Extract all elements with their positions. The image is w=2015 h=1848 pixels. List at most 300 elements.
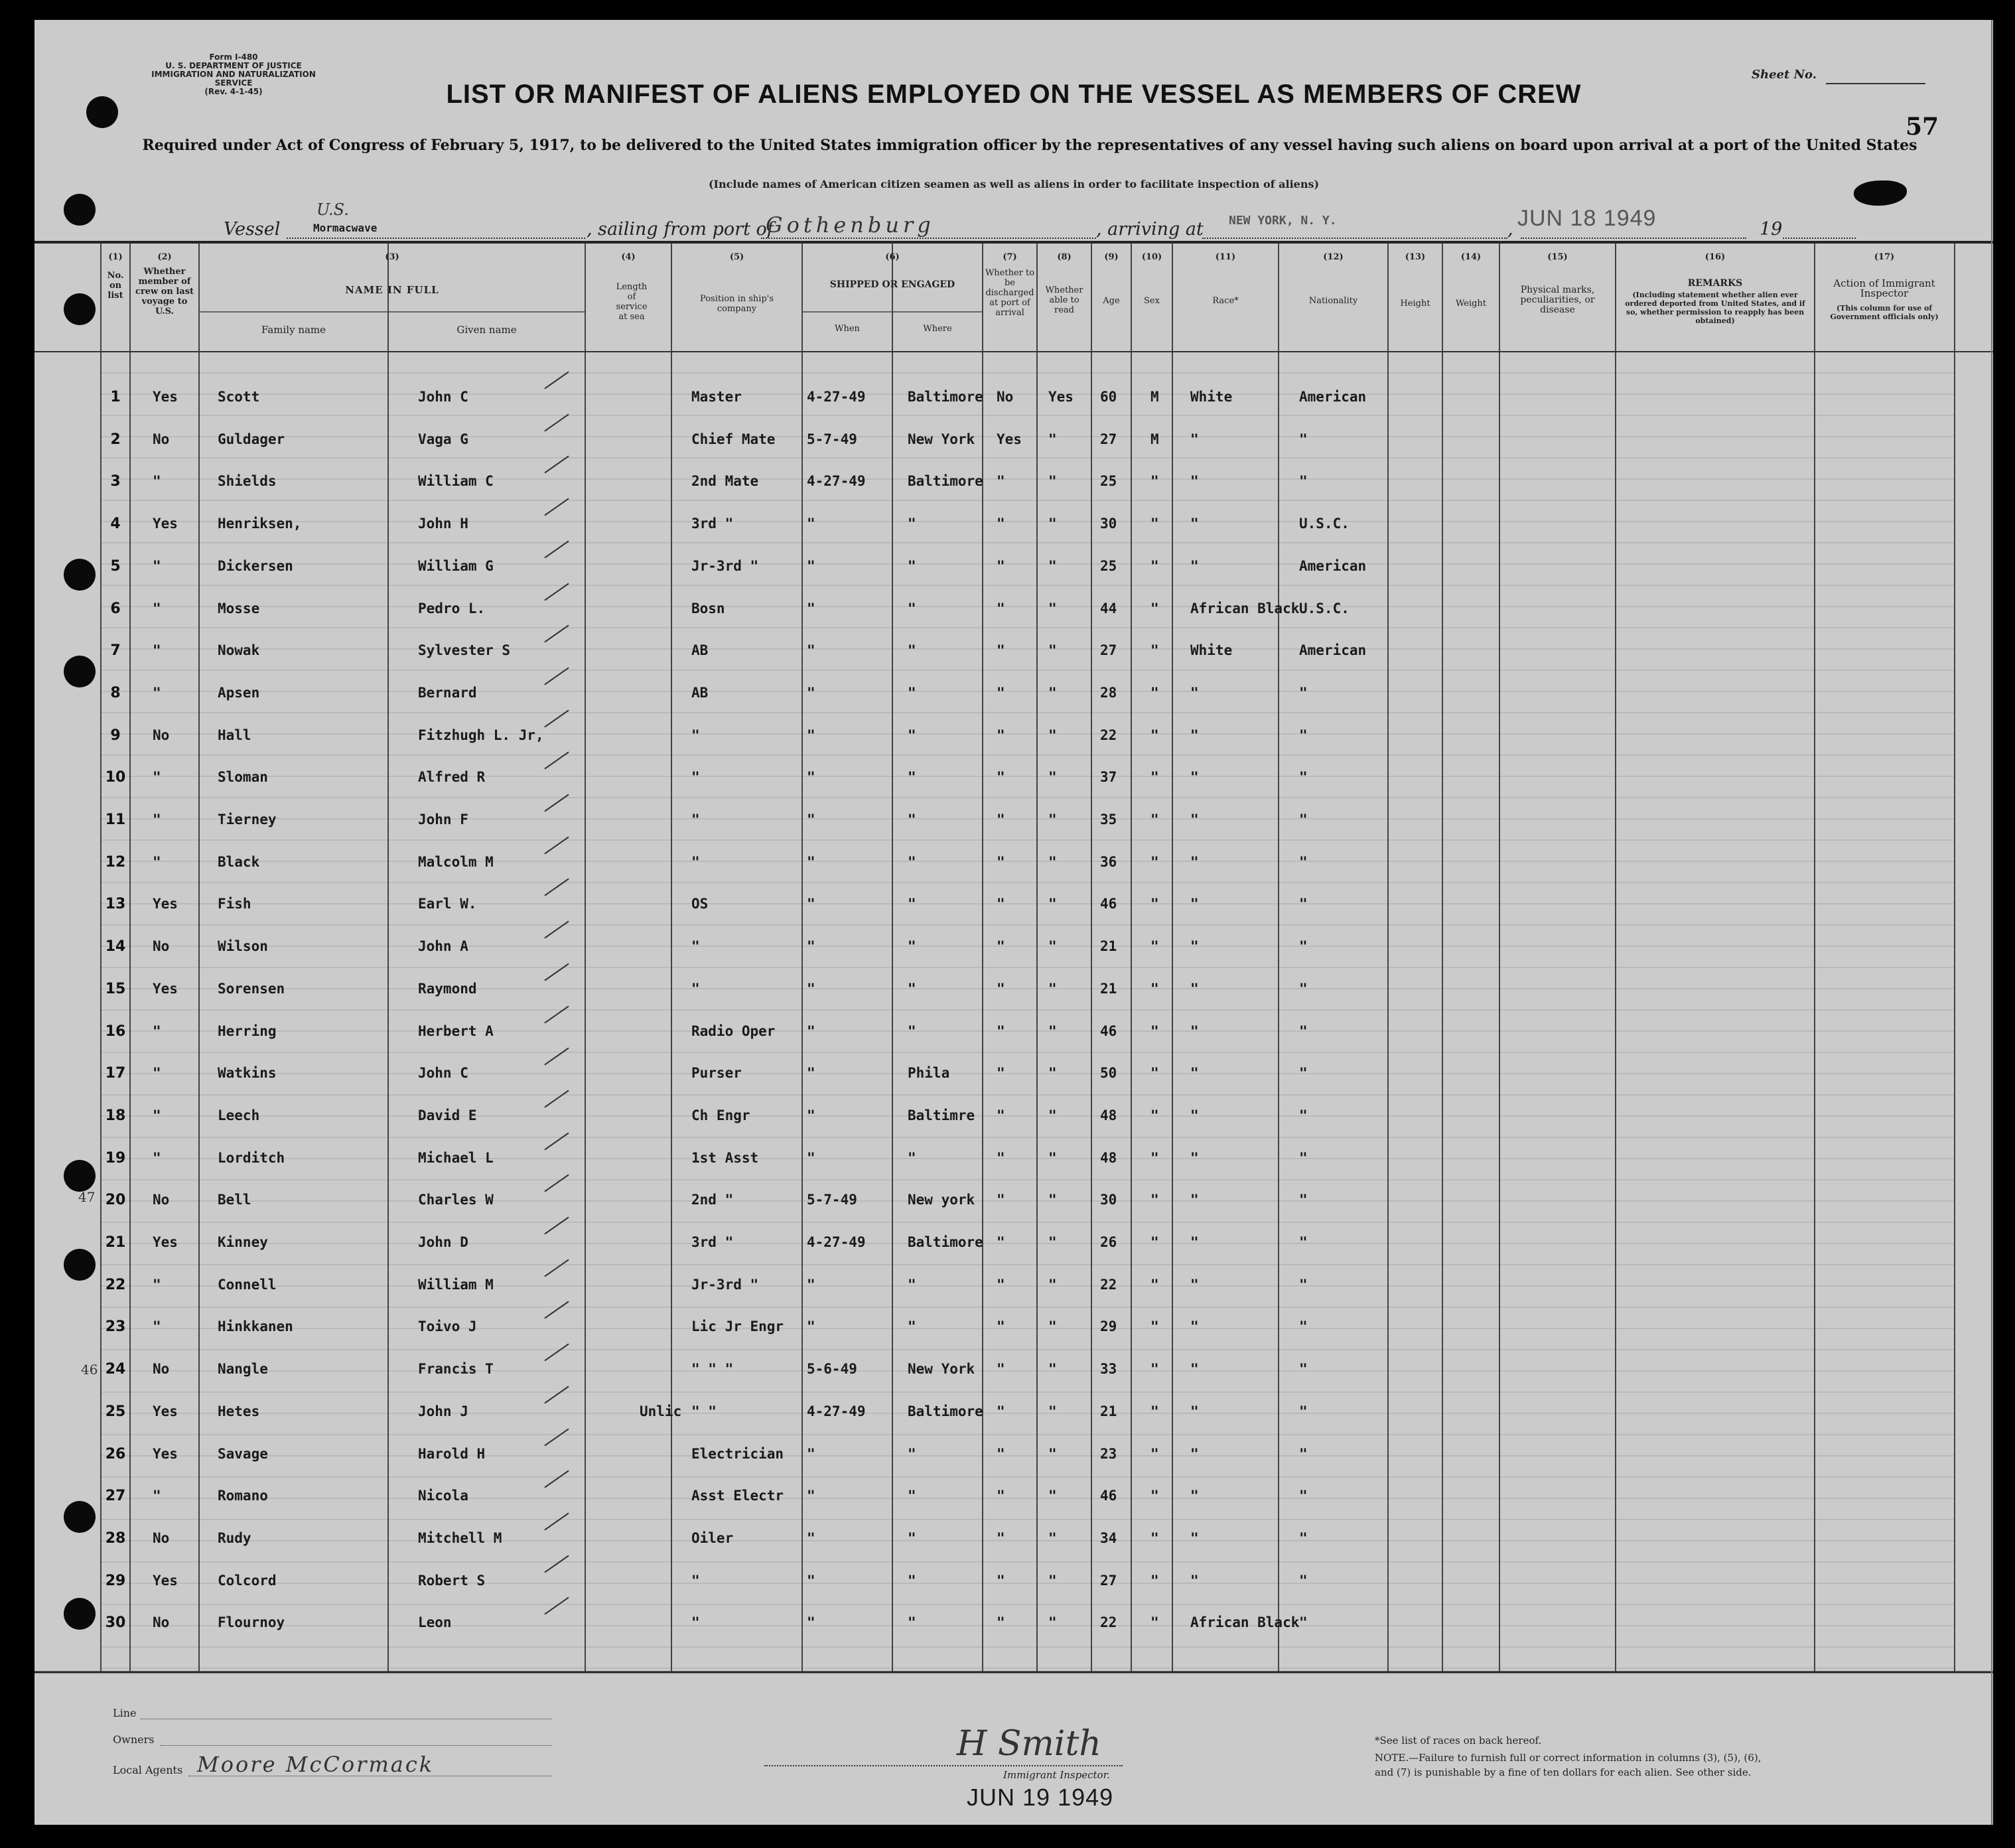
cell-last: No: [153, 1530, 170, 1546]
col-14-number: (14): [1460, 252, 1482, 262]
cell-where: ": [908, 854, 916, 870]
cell-read: ": [1048, 896, 1057, 912]
cell-disch: ": [997, 1446, 1005, 1462]
form-department: U. S. DEPARTMENT OF JUSTICE: [165, 61, 302, 70]
cell-disch: ": [997, 516, 1005, 532]
cell-position: ": [691, 769, 700, 785]
cell-race: ": [1190, 1446, 1199, 1462]
cell-when: ": [807, 938, 815, 954]
cell-when: ": [807, 1065, 815, 1081]
cell-no: 15: [105, 981, 126, 997]
cell-race: ": [1190, 1107, 1199, 1123]
cell-when: 4-27-49: [807, 389, 866, 405]
cell-age: 46: [1100, 1488, 1117, 1504]
cell-no: 30: [105, 1614, 126, 1631]
cell-family: Hinkkanen: [218, 1318, 293, 1334]
cell-sex: ": [1150, 1234, 1159, 1250]
cell-position: AB: [691, 685, 709, 701]
cell-position: Ch Engr: [691, 1107, 750, 1123]
cell-race: ": [1190, 896, 1199, 912]
cell-family: Romano: [218, 1488, 268, 1504]
cell-when: ": [807, 1277, 815, 1293]
cell-given: Vaga G: [418, 431, 468, 447]
cell-disch: ": [997, 642, 1005, 658]
cell-last: ": [153, 558, 161, 574]
cell-where: ": [908, 642, 916, 658]
col-6-label: SHIPPED OR ENGAGED: [829, 279, 955, 290]
cell-no: 1: [110, 389, 121, 405]
col-1-number: (1): [108, 252, 123, 262]
cell-last: No: [153, 1361, 170, 1377]
cell-race: ": [1190, 854, 1199, 870]
cell-read: ": [1048, 1234, 1057, 1250]
cell-disch: ": [997, 1192, 1005, 1208]
cell-position: " " ": [691, 1361, 734, 1377]
col-3-family-label: Family name: [261, 324, 326, 336]
cell-no: 18: [105, 1107, 126, 1124]
cell-no: 28: [105, 1530, 126, 1547]
cell-no: 14: [105, 938, 126, 955]
cell-race: ": [1190, 1530, 1199, 1546]
cell-sex: ": [1150, 1107, 1159, 1123]
cell-when: 5-6-49: [807, 1361, 857, 1377]
cell-sex: ": [1150, 1614, 1159, 1630]
cell-race: ": [1190, 473, 1199, 489]
cell-last: ": [153, 812, 161, 827]
cell-sex: ": [1150, 1023, 1159, 1039]
col-8-number: (8): [1057, 252, 1072, 262]
cell-sex: ": [1150, 1488, 1159, 1504]
cell-given: Leon: [418, 1614, 452, 1630]
cell-read: Yes: [1048, 389, 1074, 405]
cell-read: ": [1048, 769, 1057, 785]
cell-given: Earl W.: [418, 896, 477, 912]
cell-age: 50: [1100, 1065, 1117, 1081]
cell-read: ": [1048, 1573, 1057, 1589]
cell-disch: ": [997, 685, 1005, 701]
cell-no: 24: [105, 1361, 126, 1378]
cell-age: 29: [1100, 1318, 1117, 1334]
cell-given: Charles W: [418, 1192, 494, 1208]
cell-disch: ": [997, 1277, 1005, 1293]
cell-disch: ": [997, 558, 1005, 574]
include-note: (Include names of American citizen seamen as well as aliens in order to facilitate inspection of aliens): [708, 178, 1320, 190]
cell-sex: ": [1150, 1065, 1159, 1081]
cell-when: ": [807, 601, 815, 616]
cell-sex: ": [1150, 1530, 1159, 1546]
col-5-number: (5): [729, 252, 744, 262]
cell-position: Chief Mate: [691, 431, 776, 447]
cell-sex: ": [1150, 558, 1159, 574]
cell-disch: No: [997, 389, 1014, 405]
cell-when: ": [807, 854, 815, 870]
col-17-label: Action of Immigrant Inspector: [1833, 277, 1935, 299]
cell-when: ": [807, 727, 815, 743]
cell-age: 22: [1100, 1614, 1117, 1630]
cell-position: Radio Oper: [691, 1023, 776, 1039]
col-11-number: (11): [1215, 252, 1236, 262]
cell-when: ": [807, 769, 815, 785]
cell-disch: ": [997, 1107, 1005, 1123]
cell-sex: ": [1150, 516, 1159, 532]
cell-when: ": [807, 1150, 815, 1166]
col-2-label: Whether member of crew on last voyage to U.S.: [135, 267, 194, 317]
cell-race: ": [1190, 1318, 1199, 1334]
cell-disch: ": [997, 1488, 1005, 1504]
cell-family: Herring: [218, 1023, 277, 1039]
cell-given: John C: [418, 1065, 468, 1081]
cell-when: ": [807, 1318, 815, 1334]
cell-race: ": [1190, 1023, 1199, 1039]
cell-sex: ": [1150, 685, 1159, 701]
cell-disch: ": [997, 1530, 1005, 1546]
cell-no: 5: [110, 558, 121, 575]
cell-position: ": [691, 854, 700, 870]
cell-last: Yes: [153, 1446, 178, 1462]
cell-no: 9: [110, 727, 121, 744]
cell-race: African Black: [1190, 1614, 1300, 1630]
cell-when: ": [807, 1107, 815, 1123]
cell-nat: ": [1299, 981, 1308, 997]
col-11-label: Race*: [1212, 296, 1239, 306]
col-6-where-label: Where: [923, 324, 952, 334]
cell-position: Oiler: [691, 1530, 734, 1546]
cell-race: ": [1190, 769, 1199, 785]
cell-last: ": [153, 1150, 161, 1166]
cell-sex: ": [1150, 642, 1159, 658]
col-17-number: (17): [1874, 252, 1895, 262]
cell-no: 11: [105, 812, 126, 828]
cell-nat: ": [1299, 1234, 1308, 1250]
inspector-label: Immigrant Inspector.: [1003, 1769, 1110, 1781]
cell-sex: ": [1150, 1318, 1159, 1334]
cell-read: ": [1048, 642, 1057, 658]
cell-sex: M: [1150, 431, 1159, 447]
cell-sex: M: [1150, 389, 1159, 405]
cell-where: ": [908, 685, 916, 701]
cell-given: William C: [418, 473, 494, 489]
cell-where: ": [908, 981, 916, 997]
cell-race: ": [1190, 1361, 1199, 1377]
cell-family: Guldager: [218, 431, 285, 447]
cell-no: 20: [105, 1192, 126, 1208]
cell-last: ": [153, 1277, 161, 1293]
cell-race: ": [1190, 558, 1199, 574]
cell-family: Rudy: [218, 1530, 251, 1546]
cell-no: 23: [105, 1318, 126, 1335]
cell-position: Jr-3rd ": [691, 558, 759, 574]
cell-given: John J: [418, 1403, 468, 1419]
cell-no: 16: [105, 1023, 126, 1040]
cell-family: Hall: [218, 727, 251, 743]
cell-where: ": [908, 727, 916, 743]
cell-disch: ": [997, 1065, 1005, 1081]
sheet-number-label: Sheet No.: [1752, 68, 1817, 82]
cell-no: 13: [105, 896, 126, 912]
cell-read: ": [1048, 1446, 1057, 1462]
cell-sex: ": [1150, 769, 1159, 785]
col-16-number: (16): [1704, 252, 1726, 262]
cell-sex: ": [1150, 896, 1159, 912]
cell-when: 4-27-49: [807, 473, 866, 489]
cell-no: 19: [105, 1150, 126, 1167]
col-12-label: Nationality: [1308, 296, 1358, 306]
cell-when: 4-27-49: [807, 1234, 866, 1250]
cell-family: Scott: [218, 389, 260, 405]
cell-age: 28: [1100, 685, 1117, 701]
cell-last: ": [153, 1107, 161, 1123]
cell-family: Apsen: [218, 685, 260, 701]
cell-disch: ": [997, 812, 1005, 827]
cell-when: ": [807, 896, 815, 912]
inspector-line: [764, 1765, 1123, 1766]
cell-where: ": [908, 1150, 916, 1166]
cell-last: ": [153, 769, 161, 785]
cell-nat: ": [1299, 1107, 1308, 1123]
penalty-note: NOTE.—Failure to furnish full or correct information in columns (3), (5), (6), and (7) is punishable by a fine of ten dollars for each alien. See other side.: [1375, 1752, 1762, 1778]
cell-disch: ": [997, 769, 1005, 785]
cell-nat: ": [1299, 854, 1308, 870]
cell-when: ": [807, 1023, 815, 1039]
cell-age: 27: [1100, 431, 1117, 447]
cell-last: Yes: [153, 1234, 178, 1250]
cell-family: Wilson: [218, 938, 268, 954]
cell-sex: ": [1150, 1403, 1159, 1419]
cell-nat: ": [1299, 727, 1308, 743]
cell-disch: ": [997, 1403, 1005, 1419]
cell-age: 48: [1100, 1150, 1117, 1166]
col-8-label: Whether able to read: [1045, 285, 1083, 315]
form-service: IMMIGRATION AND NATURALIZATION SERVICE: [151, 70, 316, 88]
cell-family: Savage: [218, 1446, 268, 1462]
cell-position: 3rd ": [691, 516, 734, 532]
cell-age: 46: [1100, 896, 1117, 912]
col-9-label: Age: [1103, 296, 1120, 306]
cell-last: ": [153, 473, 161, 489]
cell-position: AB: [691, 642, 709, 658]
cell-age: 25: [1100, 558, 1117, 574]
cell-last: ": [153, 601, 161, 616]
cell-family: Mosse: [218, 601, 260, 616]
vessel-name: Mormacwave: [313, 222, 378, 234]
cell-no: 26: [105, 1446, 126, 1462]
cell-nat: ": [1299, 1150, 1308, 1166]
cell-given: Mitchell M: [418, 1530, 502, 1546]
cell-last: ": [153, 642, 161, 658]
cell-last: Yes: [153, 896, 178, 912]
cell-age: 21: [1100, 981, 1117, 997]
cell-no: 21: [105, 1234, 126, 1251]
cell-where: ": [908, 1023, 916, 1039]
col-17-note: (This column for use of Government officials only): [1830, 304, 1939, 321]
col-16-label: REMARKS: [1687, 278, 1743, 289]
cell-nat: ": [1299, 1318, 1308, 1334]
cell-age: 27: [1100, 1573, 1117, 1589]
cell-no: 25: [105, 1403, 126, 1420]
cell-when: ": [807, 1573, 815, 1589]
col-7-label: Whether to be discharged at port of arrival: [985, 268, 1035, 318]
margin-note: 47: [78, 1189, 96, 1205]
cell-family: Lorditch: [218, 1150, 285, 1166]
cell-disch: ": [997, 1614, 1005, 1630]
cell-read: ": [1048, 1150, 1057, 1166]
cell-sex: ": [1150, 1446, 1159, 1462]
cell-age: 30: [1100, 1192, 1117, 1208]
vessel-prefix: U.S.: [316, 200, 349, 219]
cell-age: 23: [1100, 1446, 1117, 1462]
cell-position: Master: [691, 389, 742, 405]
cell-when: ": [807, 642, 815, 658]
cell-race: ": [1190, 685, 1199, 701]
cell-family: Sorensen: [218, 981, 285, 997]
cell-last: No: [153, 1192, 170, 1208]
cell-last: No: [153, 727, 170, 743]
cell-read: ": [1048, 981, 1057, 997]
cell-family: Kinney: [218, 1234, 268, 1250]
cell-age: 44: [1100, 601, 1117, 616]
cell-when: ": [807, 558, 815, 574]
cell-read: ": [1048, 1192, 1057, 1208]
cell-nat: ": [1299, 896, 1308, 912]
cell-disch: ": [997, 854, 1005, 870]
cell-given: William M: [418, 1277, 494, 1293]
sailing-label: , sailing from port of: [587, 219, 774, 240]
cell-where: ": [908, 938, 916, 954]
cell-position: Bosn: [691, 601, 725, 616]
cell-sex: ": [1150, 1277, 1159, 1293]
col-4-label: Length of service at sea: [616, 282, 648, 322]
cell-read: ": [1048, 727, 1057, 743]
cell-nat: American: [1299, 389, 1367, 405]
cell-age: 25: [1100, 473, 1117, 489]
cell-position: 3rd ": [691, 1234, 734, 1250]
cell-position: ": [691, 981, 700, 997]
cell-sex: ": [1150, 473, 1159, 489]
cell-read: ": [1048, 1403, 1057, 1419]
cell-read: ": [1048, 1065, 1057, 1081]
cell-where: New York: [908, 431, 975, 447]
cell-where: Baltimre: [908, 1107, 975, 1123]
cell-family: Tierney: [218, 812, 277, 827]
cell-disch: ": [997, 601, 1005, 616]
cell-nat: ": [1299, 685, 1308, 701]
cell-no: 10: [105, 769, 126, 786]
cell-when: ": [807, 1530, 815, 1546]
cell-race: ": [1190, 1488, 1199, 1504]
cell-position: 2nd Mate: [691, 473, 759, 489]
cell-given: Robert S: [418, 1573, 486, 1589]
col-14-label: Weight: [1455, 299, 1487, 309]
cell-sex: ": [1150, 938, 1159, 954]
cell-when: ": [807, 1446, 815, 1462]
cell-last: No: [153, 938, 170, 954]
cell-disch: ": [997, 1318, 1005, 1334]
cell-read: ": [1048, 1107, 1057, 1123]
line-label: Line: [113, 1707, 137, 1719]
cell-where: ": [908, 1530, 916, 1546]
cell-family: Sloman: [218, 769, 268, 785]
cell-family: Watkins: [218, 1065, 277, 1081]
comma: ,: [1507, 219, 1513, 240]
col-10-number: (10): [1141, 252, 1162, 262]
cell-age: 46: [1100, 1023, 1117, 1039]
cell-no: 29: [105, 1573, 126, 1589]
cell-given: Alfred R: [418, 769, 486, 785]
cell-disch: ": [997, 473, 1005, 489]
cell-read: ": [1048, 516, 1057, 532]
cell-family: Bell: [218, 1192, 251, 1208]
cell-race: ": [1190, 938, 1199, 954]
cell-position: ": [691, 938, 700, 954]
owners-field: [161, 1733, 552, 1746]
cell-read: ": [1048, 1277, 1057, 1293]
cell-sex: ": [1150, 854, 1159, 870]
cell-nat: ": [1299, 1446, 1308, 1462]
cell-position: Jr-3rd ": [691, 1277, 759, 1293]
cell-where: ": [908, 812, 916, 827]
cell-position: Purser: [691, 1065, 742, 1081]
cell-given: Bernard: [418, 685, 477, 701]
cell-race: ": [1190, 812, 1199, 827]
arriving-label: , arriving at: [1096, 219, 1204, 240]
cell-race: ": [1190, 1192, 1199, 1208]
cell-read: ": [1048, 431, 1057, 447]
margin-note: 46: [81, 1362, 98, 1378]
cell-read: ": [1048, 812, 1057, 827]
cell-where: ": [908, 1614, 916, 1630]
cell-disch: ": [997, 1573, 1005, 1589]
cell-position: ": [691, 1573, 700, 1589]
cell-last: Yes: [153, 1403, 178, 1419]
cell-nat: ": [1299, 431, 1308, 447]
cell-sex: ": [1150, 601, 1159, 616]
requirement-text: Required under Act of Congress of February 5, 1917, to be delivered to the United States immigration officer by the representatives of any vessel having such aliens on board upon arrival at a port of the United States: [142, 137, 1917, 154]
cell-last: ": [153, 685, 161, 701]
vessel-label: Vessel: [224, 219, 281, 240]
cell-family: Nangle: [218, 1361, 268, 1377]
cell-given: Nicola: [418, 1488, 468, 1504]
cell-given: Francis T: [418, 1361, 494, 1377]
cell-nat: ": [1299, 1488, 1308, 1504]
cell-position: 2nd ": [691, 1192, 734, 1208]
cell-nat: ": [1299, 1403, 1308, 1419]
cell-race: ": [1190, 1234, 1199, 1250]
sailing-port-value: Gothenburg: [766, 212, 935, 238]
cell-sex: ": [1150, 1361, 1159, 1377]
cell-given: Herbert A: [418, 1023, 494, 1039]
cell-where: ": [908, 1573, 916, 1589]
inspector-signature: H Smith: [957, 1724, 1101, 1764]
cell-race: ": [1190, 1277, 1199, 1293]
cell-position: Lic Jr Engr: [691, 1318, 784, 1334]
cell-no: 17: [105, 1065, 126, 1082]
col-3-number: (3): [385, 252, 399, 262]
cell-position: Asst Electr: [691, 1488, 784, 1504]
cell-nat: ": [1299, 1614, 1308, 1630]
form-revision: (Rev. 4-1-45): [204, 87, 263, 96]
cell-age: 30: [1100, 516, 1117, 532]
cell-when: 4-27-49: [807, 1403, 866, 1419]
cell-read: ": [1048, 854, 1057, 870]
cell-read: ": [1048, 685, 1057, 701]
cell-last: ": [153, 854, 161, 870]
cell-last: Yes: [153, 981, 178, 997]
cell-nat: American: [1299, 642, 1367, 658]
cell-service: Unlic: [640, 1403, 682, 1419]
col-6-when-label: When: [835, 324, 860, 334]
cell-nat: ": [1299, 1065, 1308, 1081]
cell-nat: ": [1299, 473, 1308, 489]
